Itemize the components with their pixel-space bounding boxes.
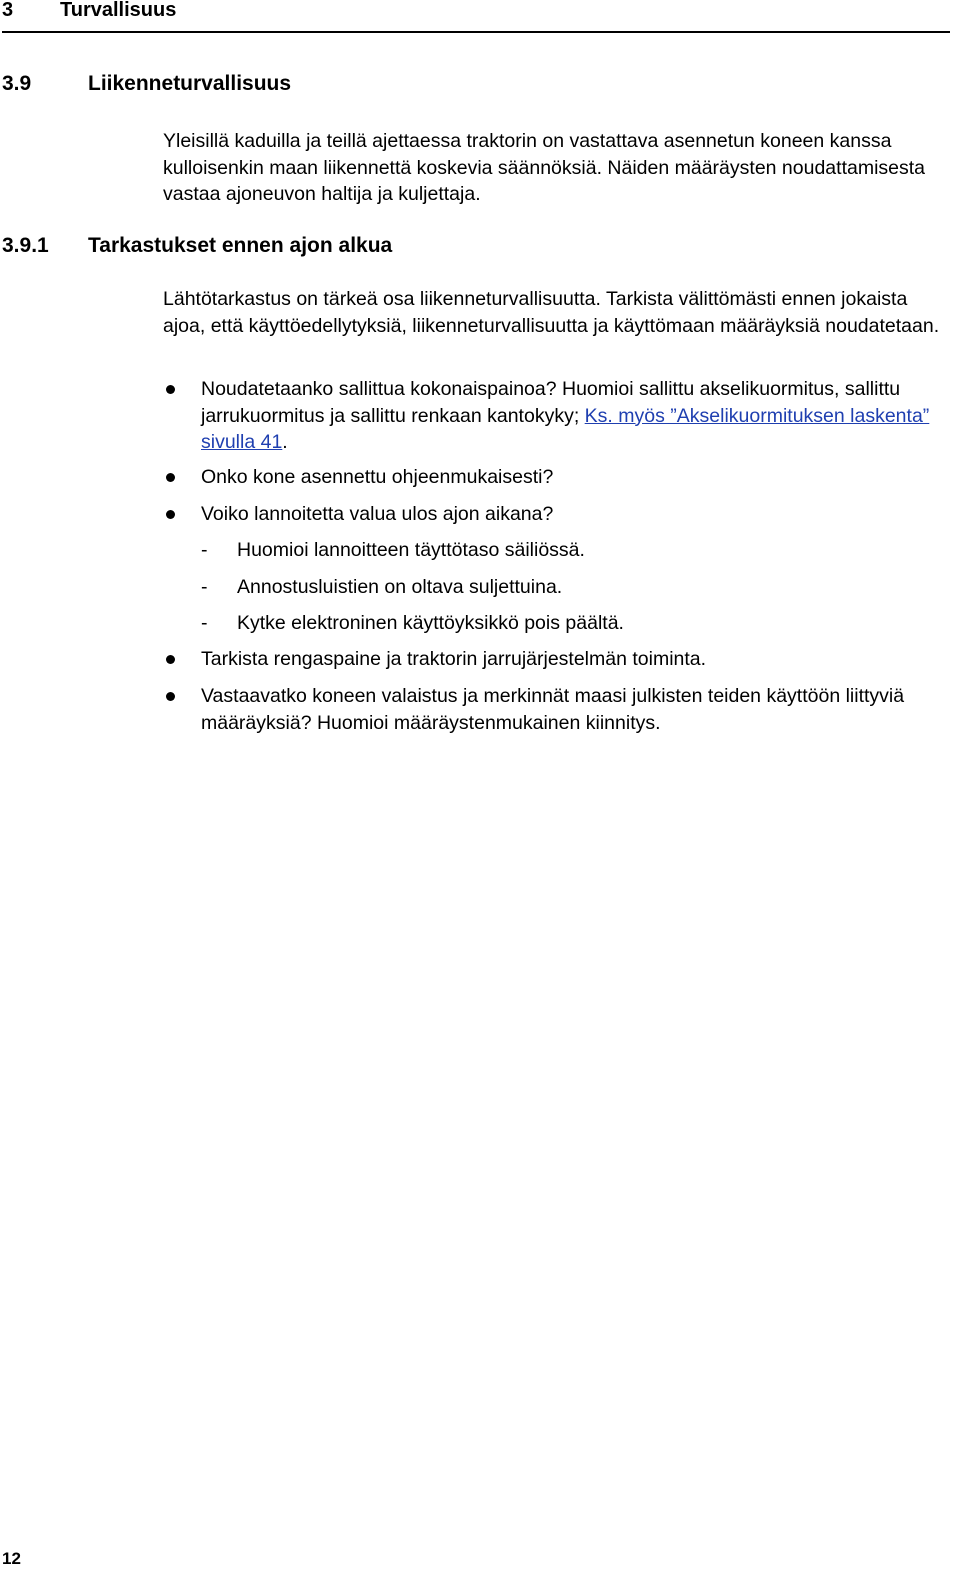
sub-item-text: Huomioi lannoitteen täyttötaso säiliössä. [237, 539, 585, 561]
sub-item-fill-level [201, 537, 951, 564]
dash-marker: - [201, 539, 208, 561]
subsection-title: Tarkastukset ennen ajon alkua [88, 234, 393, 257]
section-number: 3.9 [2, 72, 32, 95]
section-title: Liikenneturvallisuus [88, 72, 292, 95]
bullet-text: Tarkista rengaspaine ja traktorin jarrujärjestelmän toiminta. [201, 648, 707, 670]
sub-item-text: Kytke elektroninen käyttöyksikkö pois päältä. [237, 612, 624, 634]
chapter-number: 3 [2, 0, 14, 21]
cross-reference-link[interactable]: Ks. myös ”Akselikuormituksen laskenta” sivulla 41 [201, 404, 930, 453]
bullet-text: Onko kone asennettu ohjeenmukaisesti? [201, 466, 554, 488]
bullet-text-end: . [282, 431, 288, 453]
subsection-number: 3.9.1 [2, 234, 49, 257]
bullet-text: Vastaavatko koneen valaistus ja merkinnät maasi julkisten teiden käyttöön liittyviä määräyksiä? Huomioi määräystenmukainen kiinnitys. [201, 685, 905, 734]
section-3-9-1-paragraph: Lähtötarkastus on tärkeä osa liikenneturvallisuutta. Tarkista välittömästi ennen jokaista ajoa, että käyttöedellytyksiä, liikenneturvallisuutta ja käyttömaan määräyksiä noudatetaan. [163, 288, 940, 337]
bullet-dot-icon [166, 385, 175, 394]
bullet-item-weight [163, 376, 953, 456]
bullet-dot-icon [166, 692, 175, 701]
bullet-item-tyres-brakes [163, 646, 953, 673]
dash-marker: - [201, 576, 208, 598]
bullet-dot-icon [166, 510, 175, 519]
sub-item-control-unit [201, 610, 951, 637]
bullet-dot-icon [166, 473, 175, 482]
section-3-9-paragraph: Yleisillä kaduilla ja teillä ajettaessa traktorin on vastattava asennetun koneen kanssa kulloisenkin maan liikennettä koskevia säännöksiä. Näiden määräysten noudattamisesta vastaa ajoneuvon haltija ja kuljettaja. [163, 130, 926, 205]
bullet-item-mounting [163, 464, 953, 491]
sub-item-text: Annostusluistien on oltava suljettuina. [237, 576, 563, 598]
running-header [2, 0, 950, 33]
chapter-title: Turvallisuus [60, 0, 177, 21]
bullet-text-main: Noudatetaanko sallittua kokonaispainoa? Huomioi sallittu akselikuormitus, sallittu jarrukuormitus ja sallittu renkaan kantokyky; [201, 378, 901, 427]
sub-item-slides [201, 574, 951, 601]
dash-marker: - [201, 612, 208, 634]
bullet-text: Voiko lannoitetta valua ulos ajon aikana? [201, 503, 554, 525]
bullet-item-lighting [163, 683, 953, 736]
bullet-item-fertilizer [163, 501, 953, 528]
bullet-dot-icon [166, 655, 175, 664]
bullet-text [201, 376, 953, 456]
page-number: 12 [2, 1549, 21, 1568]
